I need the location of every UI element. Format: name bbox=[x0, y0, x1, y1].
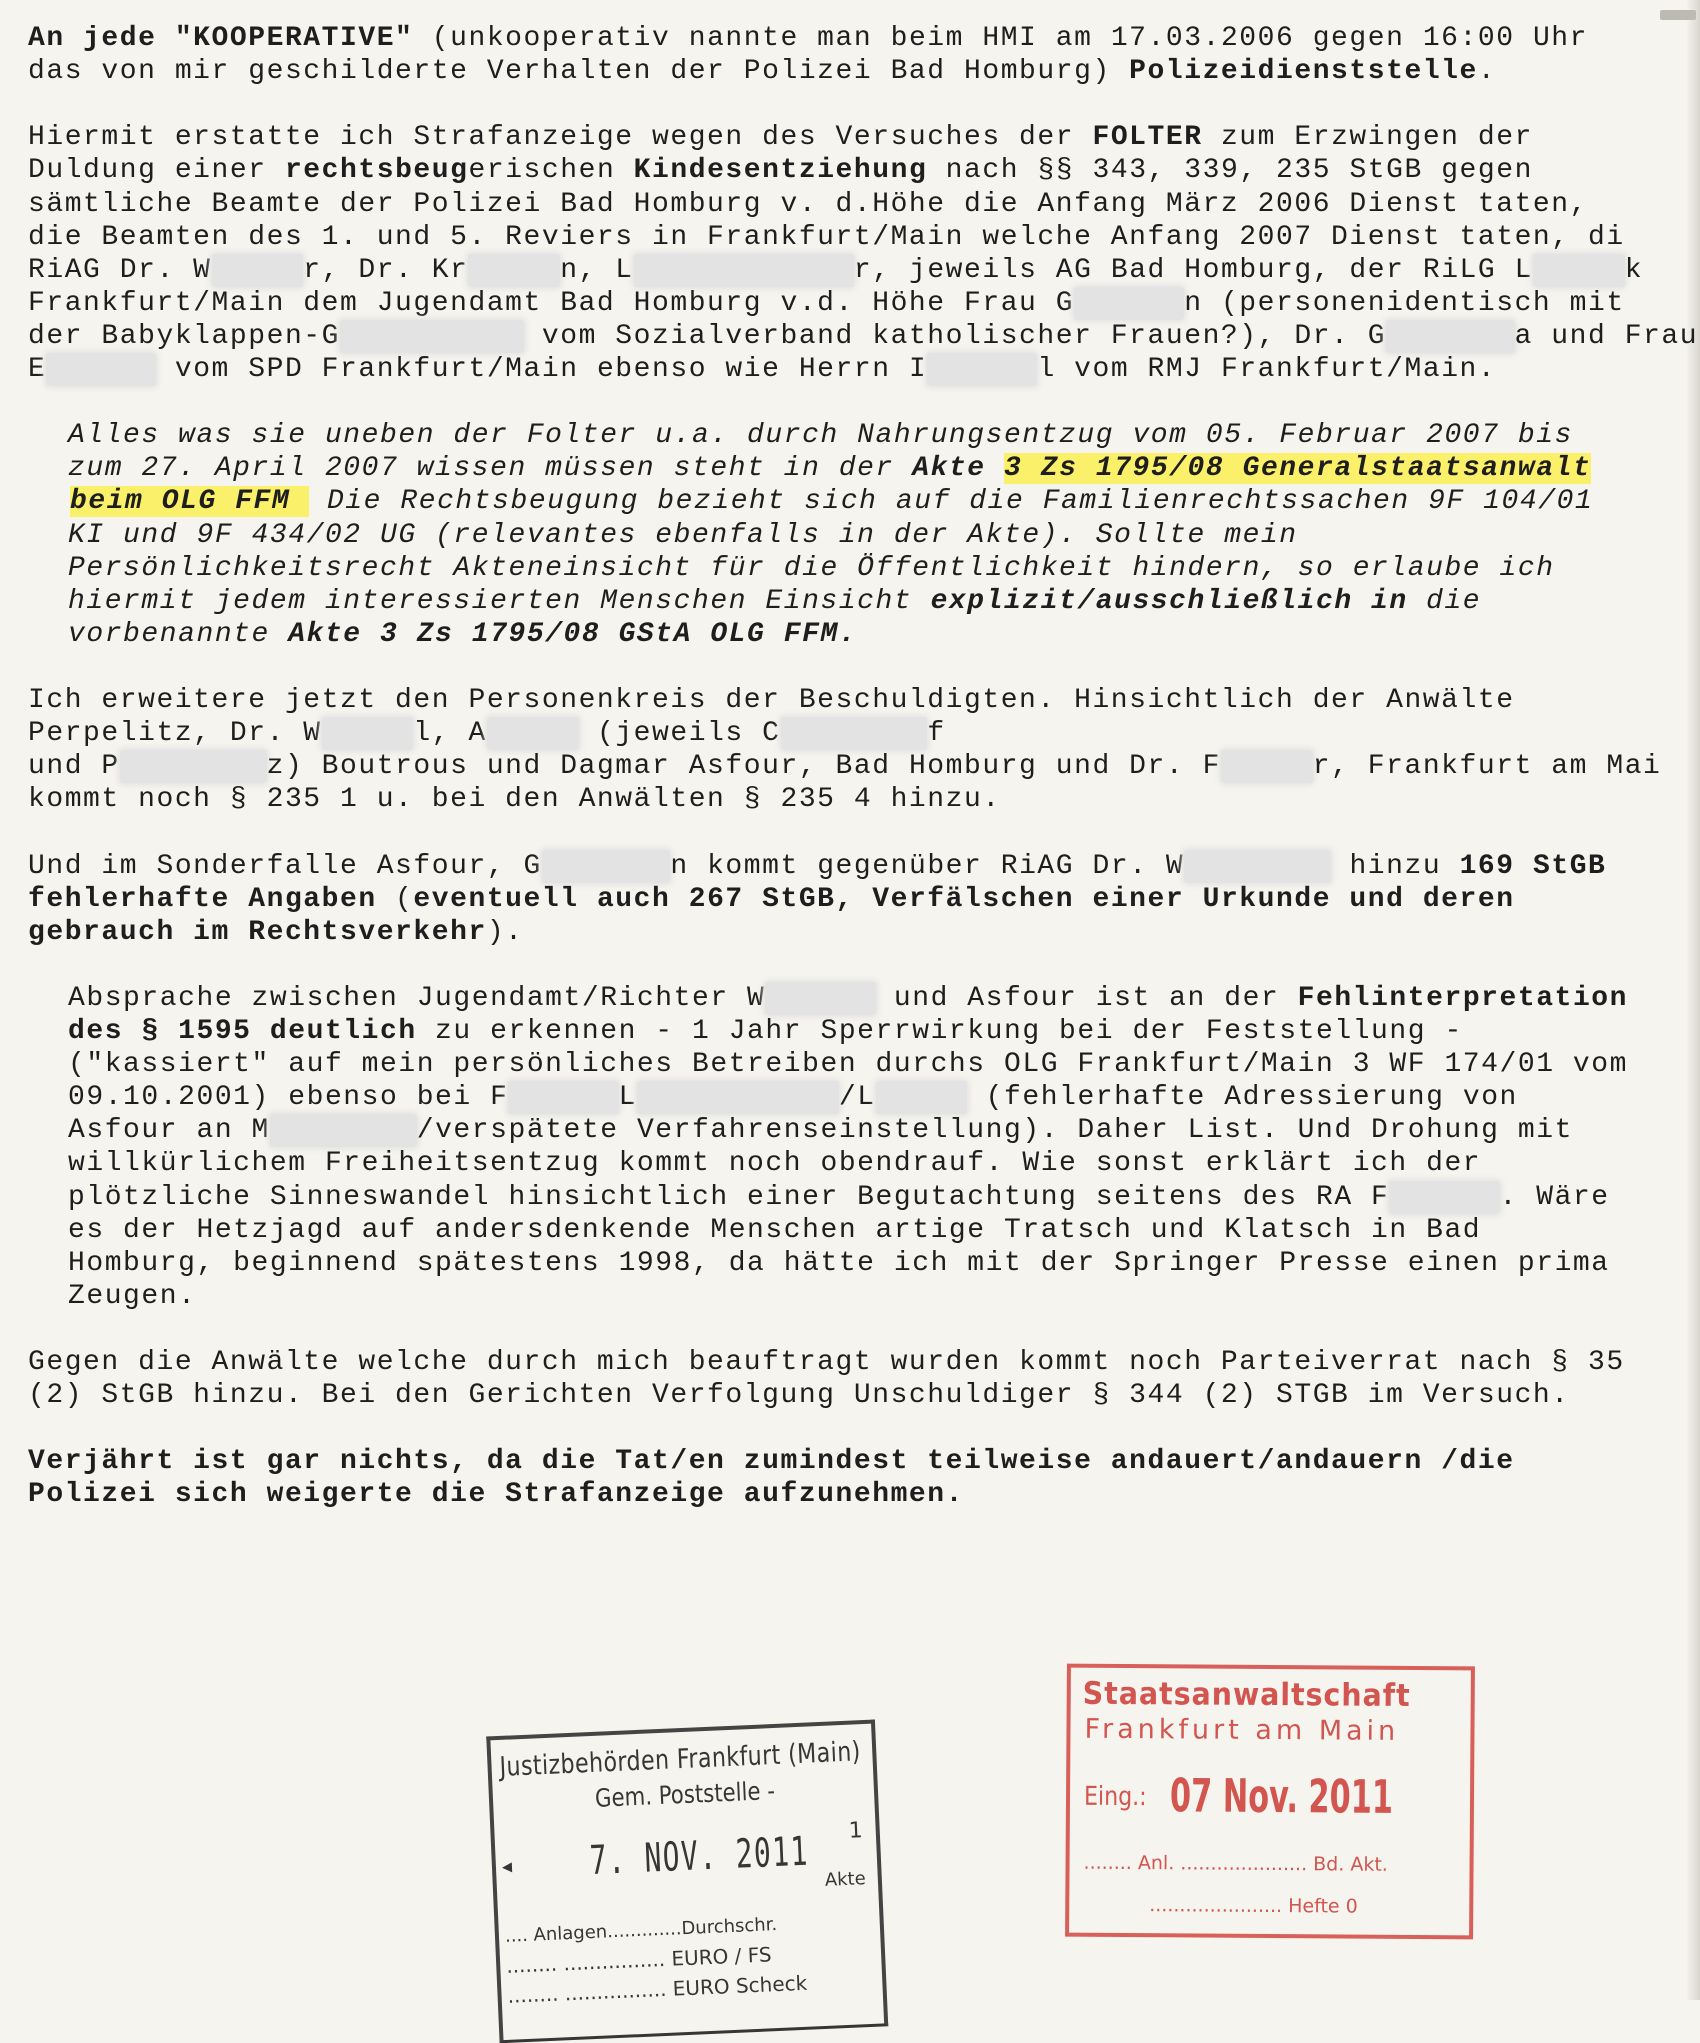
text-line bbox=[68, 618, 857, 651]
stamp-city: Frankfurt am Main bbox=[1084, 1713, 1400, 1747]
text-segment: (2) StGB hinzu. Bei den Gerichten Verfolgung Unschuldiger § 344 (2) STGB im Versuch. bbox=[28, 1380, 1570, 1412]
text-segment: Absprache zwischen Jugendamt/Richter W bbox=[68, 982, 766, 1014]
text-segment: 09.10.2001) ebenso bei F bbox=[68, 1082, 509, 1114]
text-line bbox=[28, 1379, 1570, 1412]
redacted-name bbox=[46, 353, 156, 386]
text-segment: willkürlichem Freiheitsentzug kommt noch obendrauf. Wie sonst erklärt ich der bbox=[68, 1148, 1482, 1180]
text-segment: die Beamten des 1. und 5. Reviers in Frankfurt/Main welche Anfang 2007 Dienst taten, di bbox=[28, 221, 1625, 253]
redacted-name bbox=[1386, 320, 1514, 353]
redacted-name bbox=[1221, 750, 1313, 783]
text-segment bbox=[986, 453, 1004, 484]
text-segment: . Wäre bbox=[1499, 1181, 1610, 1213]
text-segment: sämtliche Beamte der Polizei Bad Homburg v. d.Höhe die Anfang März 2006 Dienst taten, bbox=[28, 188, 1588, 220]
redacted-name bbox=[876, 1081, 968, 1114]
text-line bbox=[68, 1048, 1628, 1081]
text-segment: Frankfurt/Main dem Jugendamt Bad Homburg v.d. Höhe Frau G bbox=[28, 287, 1075, 319]
stamp-hefte-line: ...................... Hefte 0 bbox=[1149, 1894, 1358, 1918]
text-segment: An jede bbox=[28, 23, 175, 54]
stamp-office: Gem. Poststelle - bbox=[594, 1776, 776, 1813]
page-edge-shadow bbox=[1686, 0, 1700, 2000]
redacted-name bbox=[322, 717, 414, 750]
redacted-name bbox=[270, 1114, 417, 1147]
redacted-name bbox=[1074, 287, 1184, 320]
text-segment: /verspätete Verfahrenseinstellung). Daher List. Und Drohung mit bbox=[416, 1115, 1573, 1147]
text-segment: FOLTER bbox=[1092, 122, 1203, 154]
text-line bbox=[68, 1181, 1610, 1214]
redacted-name bbox=[340, 320, 524, 353]
text-segment: plötzliche Sinneswandel hinsichtlich einer Begutachtung seitens des RA F bbox=[68, 1181, 1390, 1213]
text-segment: Verjährt ist gar nichts, da die Tat/en zumindest teilweise andauert/andauern /die bbox=[28, 1446, 1515, 1478]
text-segment: gebrauch im Rechtsverkehr bbox=[28, 916, 487, 948]
text-segment: hiermit jedem interessierten Menschen Einsicht bbox=[68, 585, 931, 617]
text-segment: /L bbox=[838, 1082, 876, 1114]
text-line bbox=[28, 121, 1533, 154]
stamp-count: 1 bbox=[848, 1818, 864, 1844]
staple-mark bbox=[1660, 10, 1696, 20]
text-segment: zu erkennen - 1 Jahr Sperrwirkung bei der Feststellung - bbox=[416, 1016, 1463, 1047]
redacted-name bbox=[468, 254, 560, 287]
text-segment: rechtsbeug bbox=[284, 155, 469, 187]
text-line bbox=[68, 585, 1481, 618]
text-line bbox=[28, 221, 1625, 254]
text-line bbox=[68, 552, 1555, 585]
text-line bbox=[68, 1247, 1610, 1280]
text-segment: Akte 3 Zs 1795/08 GStA OLG FFM. bbox=[288, 618, 858, 650]
text-segment: 169 StGB bbox=[1459, 850, 1607, 882]
text-segment: ( bbox=[376, 883, 414, 915]
text-segment: r, Dr. Kr bbox=[303, 254, 469, 286]
text-segment: Ich erweitere jetzt den Personenkreis der Beschuldigten. Hinsichtlich der Anwälte bbox=[28, 685, 1515, 716]
text-segment: l, A bbox=[413, 718, 487, 750]
redacted-name bbox=[927, 353, 1037, 386]
text-segment: l vom RMJ Frankfurt/Main. bbox=[1037, 354, 1497, 385]
text-segment: Alles was sie uneben der Folter u.a. durch Nahrungsentzug vom 05. Februar 2007 bis bbox=[68, 420, 1573, 452]
text-segment: Gegen die Anwälte welche durch mich beauftragt wurden kommt noch Parteiverrat nach § 35 bbox=[28, 1347, 1625, 1378]
text-segment: Zeugen. bbox=[68, 1280, 197, 1312]
text-segment: (unkooperativ nannte man beim HMI am 17.03.2006 gegen 16:00 Uhr bbox=[413, 23, 1588, 54]
text-segment: nach §§ 343, 339, 235 StGB gegen bbox=[927, 155, 1533, 187]
text-segment: vom Sozialverband katholischer Frauen?), Dr. G bbox=[523, 320, 1387, 352]
text-line bbox=[68, 519, 1298, 552]
text-segment: KI und 9F 434/02 UG (relevantes ebenfalls in der Akte). Sollte mein bbox=[68, 519, 1298, 551]
text-segment: zum Erzwingen der bbox=[1202, 122, 1533, 154]
text-segment: n, L bbox=[560, 254, 634, 286]
text-segment: n kommt gegenüber RiAG Dr. W bbox=[670, 850, 1185, 882]
text-segment: ("kassiert" auf mein persönliches Betreiben durchs OLG Frankfurt/Main 3 WF 174/01 vom bbox=[68, 1049, 1628, 1081]
arrow-left-icon: ◂ bbox=[501, 1853, 513, 1878]
text-line bbox=[68, 452, 1591, 485]
text-line bbox=[68, 1147, 1481, 1180]
text-line bbox=[28, 1346, 1625, 1379]
text-segment: es der Hetzjagd auf andersdenkende Menschen artige Tratsch und Klatsch in Bad bbox=[68, 1214, 1482, 1246]
text-line bbox=[28, 287, 1625, 320]
text-segment: und Asfour ist an der bbox=[875, 982, 1298, 1014]
text-segment: E bbox=[28, 354, 47, 385]
text-segment: ). bbox=[486, 916, 524, 948]
text-segment: L bbox=[618, 1082, 637, 1114]
stamp-received-date: 07 Nov. 2011 bbox=[1169, 1768, 1394, 1824]
justiz-poststelle-stamp bbox=[486, 1720, 882, 2009]
text-segment: Persönlichkeitsrecht Akteneinsicht für die Öffentlichkeit hindern, so erlaube ich bbox=[68, 552, 1555, 584]
text-line bbox=[28, 188, 1588, 221]
text-segment: des § 1595 deutlich bbox=[68, 1016, 417, 1047]
stamp-eing-label: Eing.: bbox=[1083, 1781, 1147, 1813]
text-segment: Hiermit erstatte ich Strafanzeige wegen des Versuches der bbox=[28, 122, 1093, 154]
text-line bbox=[68, 1114, 1573, 1147]
text-segment: Und im Sonderfalle Asfour, G bbox=[28, 850, 542, 882]
text-segment: r, jeweils AG Bad Homburg, der RiLG L bbox=[853, 254, 1533, 286]
text-line bbox=[68, 1214, 1481, 1247]
text-segment: erischen bbox=[468, 155, 634, 187]
stamp-euro-scheck-line: ........ ................ EURO Scheck bbox=[507, 1970, 808, 2008]
stamp-anlagen-line: .... Anlagen.............Durchschr. bbox=[504, 1914, 778, 1947]
text-segment: (fehlerhafte Adressierung von bbox=[967, 1082, 1518, 1114]
text-segment: das von mir geschilderte Verhalten der Polizei Bad Homburg) bbox=[28, 56, 1130, 88]
text-segment: Perpelitz, Dr. W bbox=[28, 718, 322, 750]
text-segment: fehlerhafte Angaben bbox=[28, 883, 377, 915]
highlighted-reference: beim OLG FFM bbox=[70, 486, 309, 518]
stamp-anl-line: ........ Anl. ..................... Bd. Akt. bbox=[1083, 1851, 1388, 1876]
redacted-name bbox=[487, 717, 579, 750]
text-segment: Akte bbox=[912, 453, 986, 485]
staatsanwaltschaft-receipt-stamp bbox=[1065, 1664, 1475, 1940]
text-segment: k bbox=[1624, 254, 1644, 286]
text-segment: Fehlinterpretation bbox=[1297, 982, 1629, 1014]
redacted-name bbox=[120, 750, 267, 783]
redacted-name bbox=[637, 1081, 839, 1114]
redacted-name bbox=[542, 850, 670, 883]
text-segment: der Babyklappen-G bbox=[28, 320, 340, 352]
redacted-name bbox=[212, 254, 304, 287]
text-segment: f bbox=[927, 718, 946, 750]
text-segment: Polizeidienststelle bbox=[1129, 56, 1478, 88]
redacted-name bbox=[1184, 850, 1331, 883]
stamp-euro-fs-line: ........ ................ EURO / FS bbox=[505, 1942, 773, 1978]
text-segment: n (personenidentisch mit bbox=[1184, 287, 1625, 319]
text-line bbox=[28, 883, 1515, 916]
text-segment: Die Rechtsbeugung bezieht sich auf die Familienrechtssachen 9F 104/01 bbox=[308, 486, 1594, 518]
stamp-authority: Justizbehörden Frankfurt (Main) bbox=[498, 1736, 862, 1783]
text-line bbox=[68, 982, 1628, 1015]
text-line bbox=[68, 419, 1573, 452]
stamp-title: Staatsanwaltschaft bbox=[1082, 1675, 1411, 1714]
text-segment: und P bbox=[28, 751, 120, 783]
text-line bbox=[28, 55, 1496, 88]
text-line bbox=[28, 353, 1496, 386]
text-segment: zum 27. April 2007 wissen müssen steht in der bbox=[68, 453, 913, 485]
text-segment: RiAG Dr. W bbox=[28, 254, 212, 286]
text-segment: r, Frankfurt am Mai bbox=[1312, 751, 1662, 783]
stamp-akte-label: Akte bbox=[824, 1868, 867, 1891]
text-segment: die bbox=[1407, 585, 1482, 617]
redacted-name bbox=[781, 717, 928, 750]
text-segment: z) Boutrous und Dagmar Asfour, Bad Homburg und Dr. F bbox=[266, 751, 1221, 783]
redacted-name bbox=[1389, 1181, 1499, 1214]
text-line bbox=[28, 1445, 1515, 1478]
text-segment: vorbenannte bbox=[68, 618, 289, 650]
text-line bbox=[28, 916, 524, 949]
text-line bbox=[28, 850, 1606, 883]
text-line bbox=[28, 750, 1661, 783]
redacted-name bbox=[765, 982, 875, 1015]
redacted-name bbox=[1533, 254, 1625, 287]
text-line bbox=[68, 1280, 196, 1313]
text-line bbox=[28, 154, 1533, 187]
text-line bbox=[68, 1015, 1463, 1048]
redacted-name bbox=[508, 1081, 618, 1114]
text-segment: vom SPD Frankfurt/Main ebenso wie Herrn I bbox=[156, 354, 928, 385]
text-segment: (jeweils C bbox=[578, 718, 781, 750]
text-segment: Homburg, beginnend spätestens 1998, da hätte ich mit der Springer Presse einen prima bbox=[68, 1247, 1610, 1279]
text-line bbox=[28, 684, 1515, 717]
text-segment: eventuell auch 267 StGB, Verfälschen einer Urkunde und deren bbox=[413, 883, 1515, 915]
text-segment: "KOOPERATIVE" bbox=[174, 23, 414, 54]
text-segment: Polizei sich weigerte die Strafanzeige aufzunehmen. bbox=[28, 1479, 964, 1511]
text-line bbox=[28, 1478, 964, 1511]
text-line bbox=[28, 783, 1001, 816]
text-segment: hinzu bbox=[1331, 850, 1460, 882]
text-segment: explizit/ausschließlich in bbox=[930, 585, 1408, 617]
redacted-name bbox=[634, 254, 854, 287]
text-line bbox=[28, 320, 1698, 353]
text-line bbox=[28, 717, 946, 750]
text-segment: . bbox=[1477, 56, 1497, 88]
text-segment: kommt noch § 235 1 u. bei den Anwälten § 235 4 hinzu. bbox=[28, 784, 1001, 816]
text-line bbox=[68, 1081, 1518, 1114]
highlighted-reference: 3 Zs 1795/08 Generalstaatsanwalt bbox=[1004, 453, 1592, 485]
text-segment: Duldung einer bbox=[28, 155, 285, 187]
text-segment: Kindesentziehung bbox=[633, 155, 928, 187]
text-line bbox=[28, 254, 1643, 287]
text-segment: a und Frau bbox=[1514, 320, 1699, 352]
stamp-date: 7. NOV. 2011 bbox=[588, 1828, 810, 1885]
text-line bbox=[28, 22, 1588, 55]
text-line bbox=[70, 485, 1593, 518]
text-segment: Asfour an M bbox=[68, 1115, 270, 1147]
